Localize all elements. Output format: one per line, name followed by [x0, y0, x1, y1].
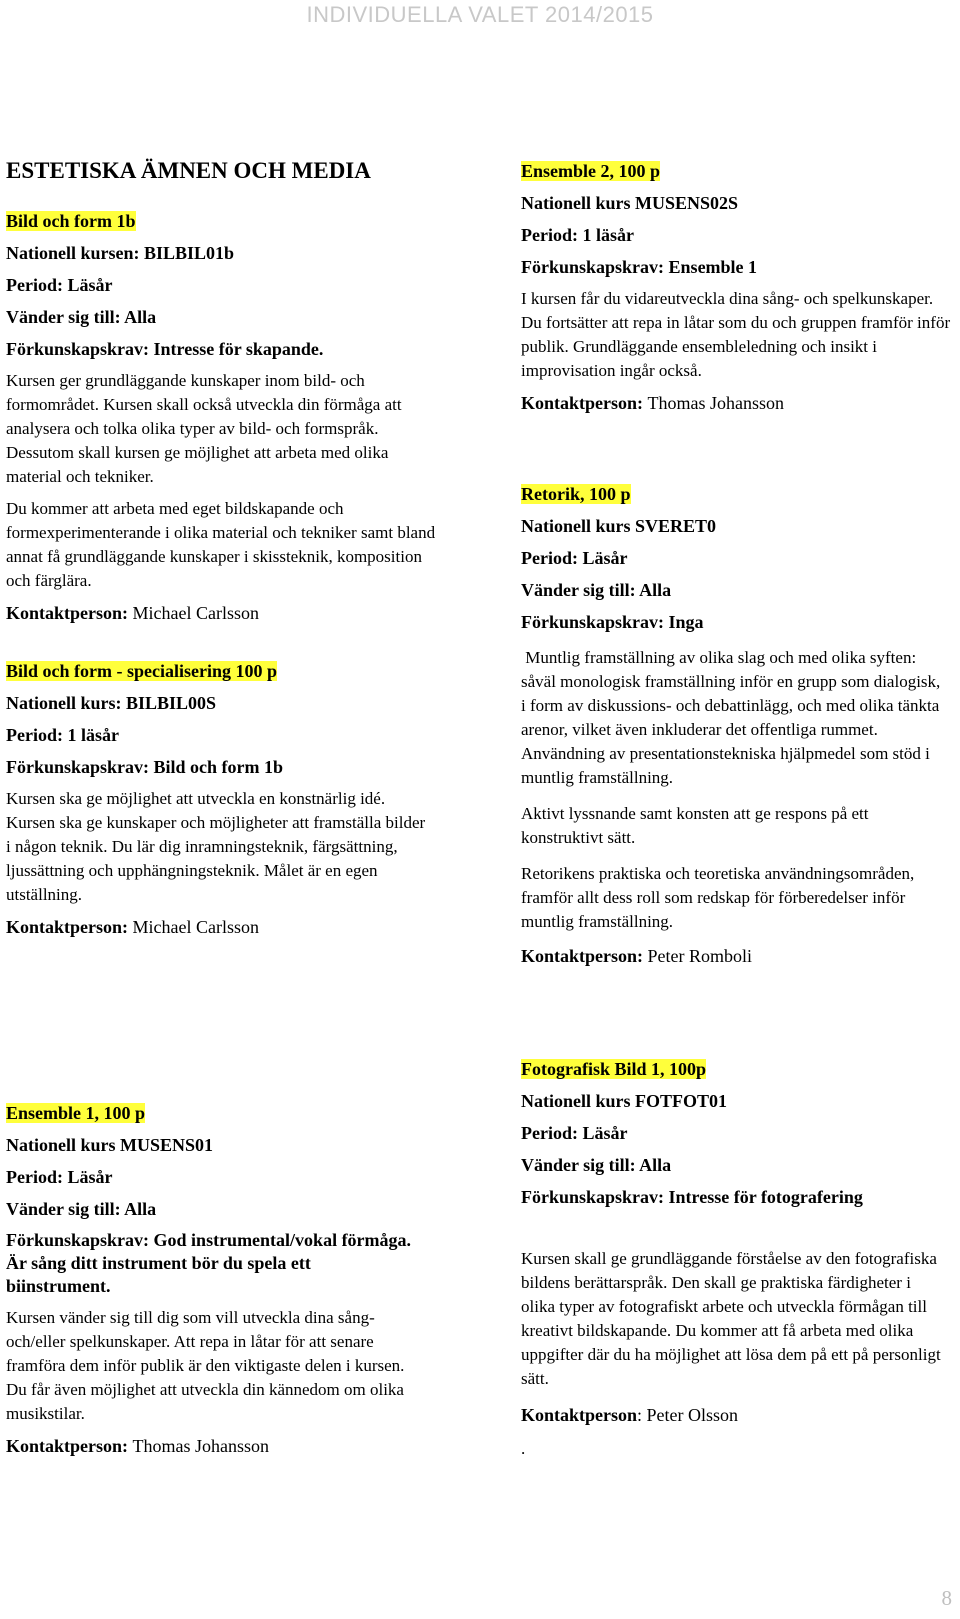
course-description-3: Retorikens praktiska och teoretiska användningsområden, framför allt dess roll som redskap för förberedelser inför muntlig framställning. [521, 864, 915, 931]
course-description-2: Du kommer att arbeta med eget bildskapande och formexperimenterande i olika material och tekniker samt bland annat få grundläggande kunskaper i skissteknik, komposition och färglära. [6, 499, 436, 590]
contact-person: Kontaktperson: Michael Carlsson [6, 603, 259, 623]
contact-person: Kontaktperson: Michael Carlsson [6, 917, 259, 937]
course-ensemble-1 [6, 1101, 446, 1458]
section-title: ESTETISKA ÄMNEN OCH MEDIA [6, 158, 371, 183]
course-code: Nationell kurs MUSENS02S [521, 193, 739, 213]
contact-person: Kontaktperson: Peter Romboli [521, 946, 753, 966]
course-period: Period: Läsår [521, 1123, 628, 1143]
contact-person: Kontaktperson: Thomas Johansson [521, 393, 785, 413]
course-target: Vänder sig till: Alla [521, 580, 672, 600]
course-period: Period: 1 läsår [521, 225, 634, 245]
course-code: Nationell kursen: BILBIL01b [6, 243, 235, 263]
course-target: Vänder sig till: Alla [521, 1155, 672, 1175]
course-target: Vänder sig till: Alla [6, 307, 157, 327]
course-retorik [521, 482, 960, 968]
course-bild-och-form-specialisering [6, 659, 446, 939]
course-prereq: Förkunskapskrav: Inga [521, 612, 704, 632]
course-fotografisk-bild-1 [521, 1057, 960, 1459]
course-description-2: Aktivt lyssnande samt konsten att ge respons på ett konstruktivt sätt. [521, 804, 869, 847]
course-title: Bild och form 1b [6, 211, 136, 231]
page-number: 8 [941, 1586, 952, 1610]
course-description: Muntlig framställning av olika slag och med olika syften: såväl monologisk framställning inför en grupp som dialogisk, i form av diskussions- och debattinlägg, och med olika tänkta arenor, vilket även inkluderar det offentliga rummet. Användning av presentationstekniska hjälpmedel som stöd i muntlig framställning. [521, 648, 945, 787]
course-description: I kursen får du vidareutveckla dina sång- och spelkunskaper. Du fortsätter att repa in låtar som du och gruppen framför inför publik. Grundläggande ensembleledning och insikt i improvisation ingår också. [521, 289, 951, 380]
left-column [6, 0, 446, 1619]
course-period: Period: Läsår [6, 1167, 113, 1187]
contact-person: Kontaktperson: Thomas Johansson [6, 1436, 270, 1456]
course-target: Vänder sig till: Alla [6, 1199, 157, 1219]
trailing-period: . [521, 1439, 526, 1458]
contact-person: Kontaktperson: Peter Olsson [521, 1405, 739, 1425]
course-description: Kursen ska ge möjlighet att utveckla en konstnärlig idé. Kursen ska ge kunskaper och möjligheter att framställa bilder i någon teknik. Du lär dig inramningsteknik, färgsättning, ljussättning och upphängningsteknik. Målet är en egen utställning. [6, 789, 426, 904]
course-title: Retorik, 100 p [521, 484, 631, 504]
course-description: Kursen vänder sig till dig som vill utveckla dina sång- och/eller spelkunskaper. Att repa in låtar för att senare framföra dem inför publik är den viktigaste delen i kursen. Du får även möjlighet att utveckla din kännedom om olika musikstilar. [6, 1308, 405, 1423]
course-period: Period: Läsår [6, 275, 113, 295]
course-prereq: Förkunskapskrav: Bild och form 1b [6, 757, 284, 777]
course-title: Fotografisk Bild 1, 100p [521, 1059, 707, 1079]
course-description: Kursen ger grundläggande kunskaper inom bild- och formområdet. Kursen skall också utveckla din förmåga att analysera och tolka olika typer av bild- och formspråk. Dessutom skall kursen ge möjlighet att arbeta med olika material och tekniker. [6, 371, 402, 486]
course-code: Nationell kurs MUSENS01 [6, 1135, 214, 1155]
section-heading [6, 157, 446, 185]
course-period: Period: Läsår [521, 548, 628, 568]
course-ensemble-2 [521, 159, 960, 415]
course-description: Kursen skall ge grundläggande förståelse av den fotografiska bildens berättarspråk. Den skall ge praktiska färdigheter i olika typer av fotografiskt arbete och utveckla förmågan till kreativt bildskapande. Du kommer att få arbeta med olika uppgifter där du ha möjlighet att lösa dem på ett på personligt sätt. [521, 1249, 941, 1388]
course-code: Nationell kurs FOTFOT01 [521, 1091, 728, 1111]
course-prereq: Förkunskapskrav: God instrumental/vokal förmåga. Är sång ditt instrument bör du spela ett biinstrument. [6, 1230, 412, 1296]
right-column [521, 0, 960, 1619]
course-title: Ensemble 2, 100 p [521, 161, 661, 181]
course-bild-och-form-1b [6, 209, 446, 625]
course-code: Nationell kurs: BILBIL00S [6, 693, 217, 713]
course-prereq: Förkunskapskrav: Ensemble 1 [521, 257, 758, 277]
course-title: Bild och form - specialisering 100 p [6, 661, 277, 681]
course-code: Nationell kurs SVERET0 [521, 516, 717, 536]
course-title: Ensemble 1, 100 p [6, 1103, 146, 1123]
course-period: Period: 1 läsår [6, 725, 119, 745]
course-prereq: Förkunskapskrav: Intresse för fotografering [521, 1187, 863, 1207]
course-prereq: Förkunskapskrav: Intresse för skapande. [6, 339, 324, 359]
page-header: INDIVIDUELLA VALET 2014/2015 [306, 2, 654, 27]
